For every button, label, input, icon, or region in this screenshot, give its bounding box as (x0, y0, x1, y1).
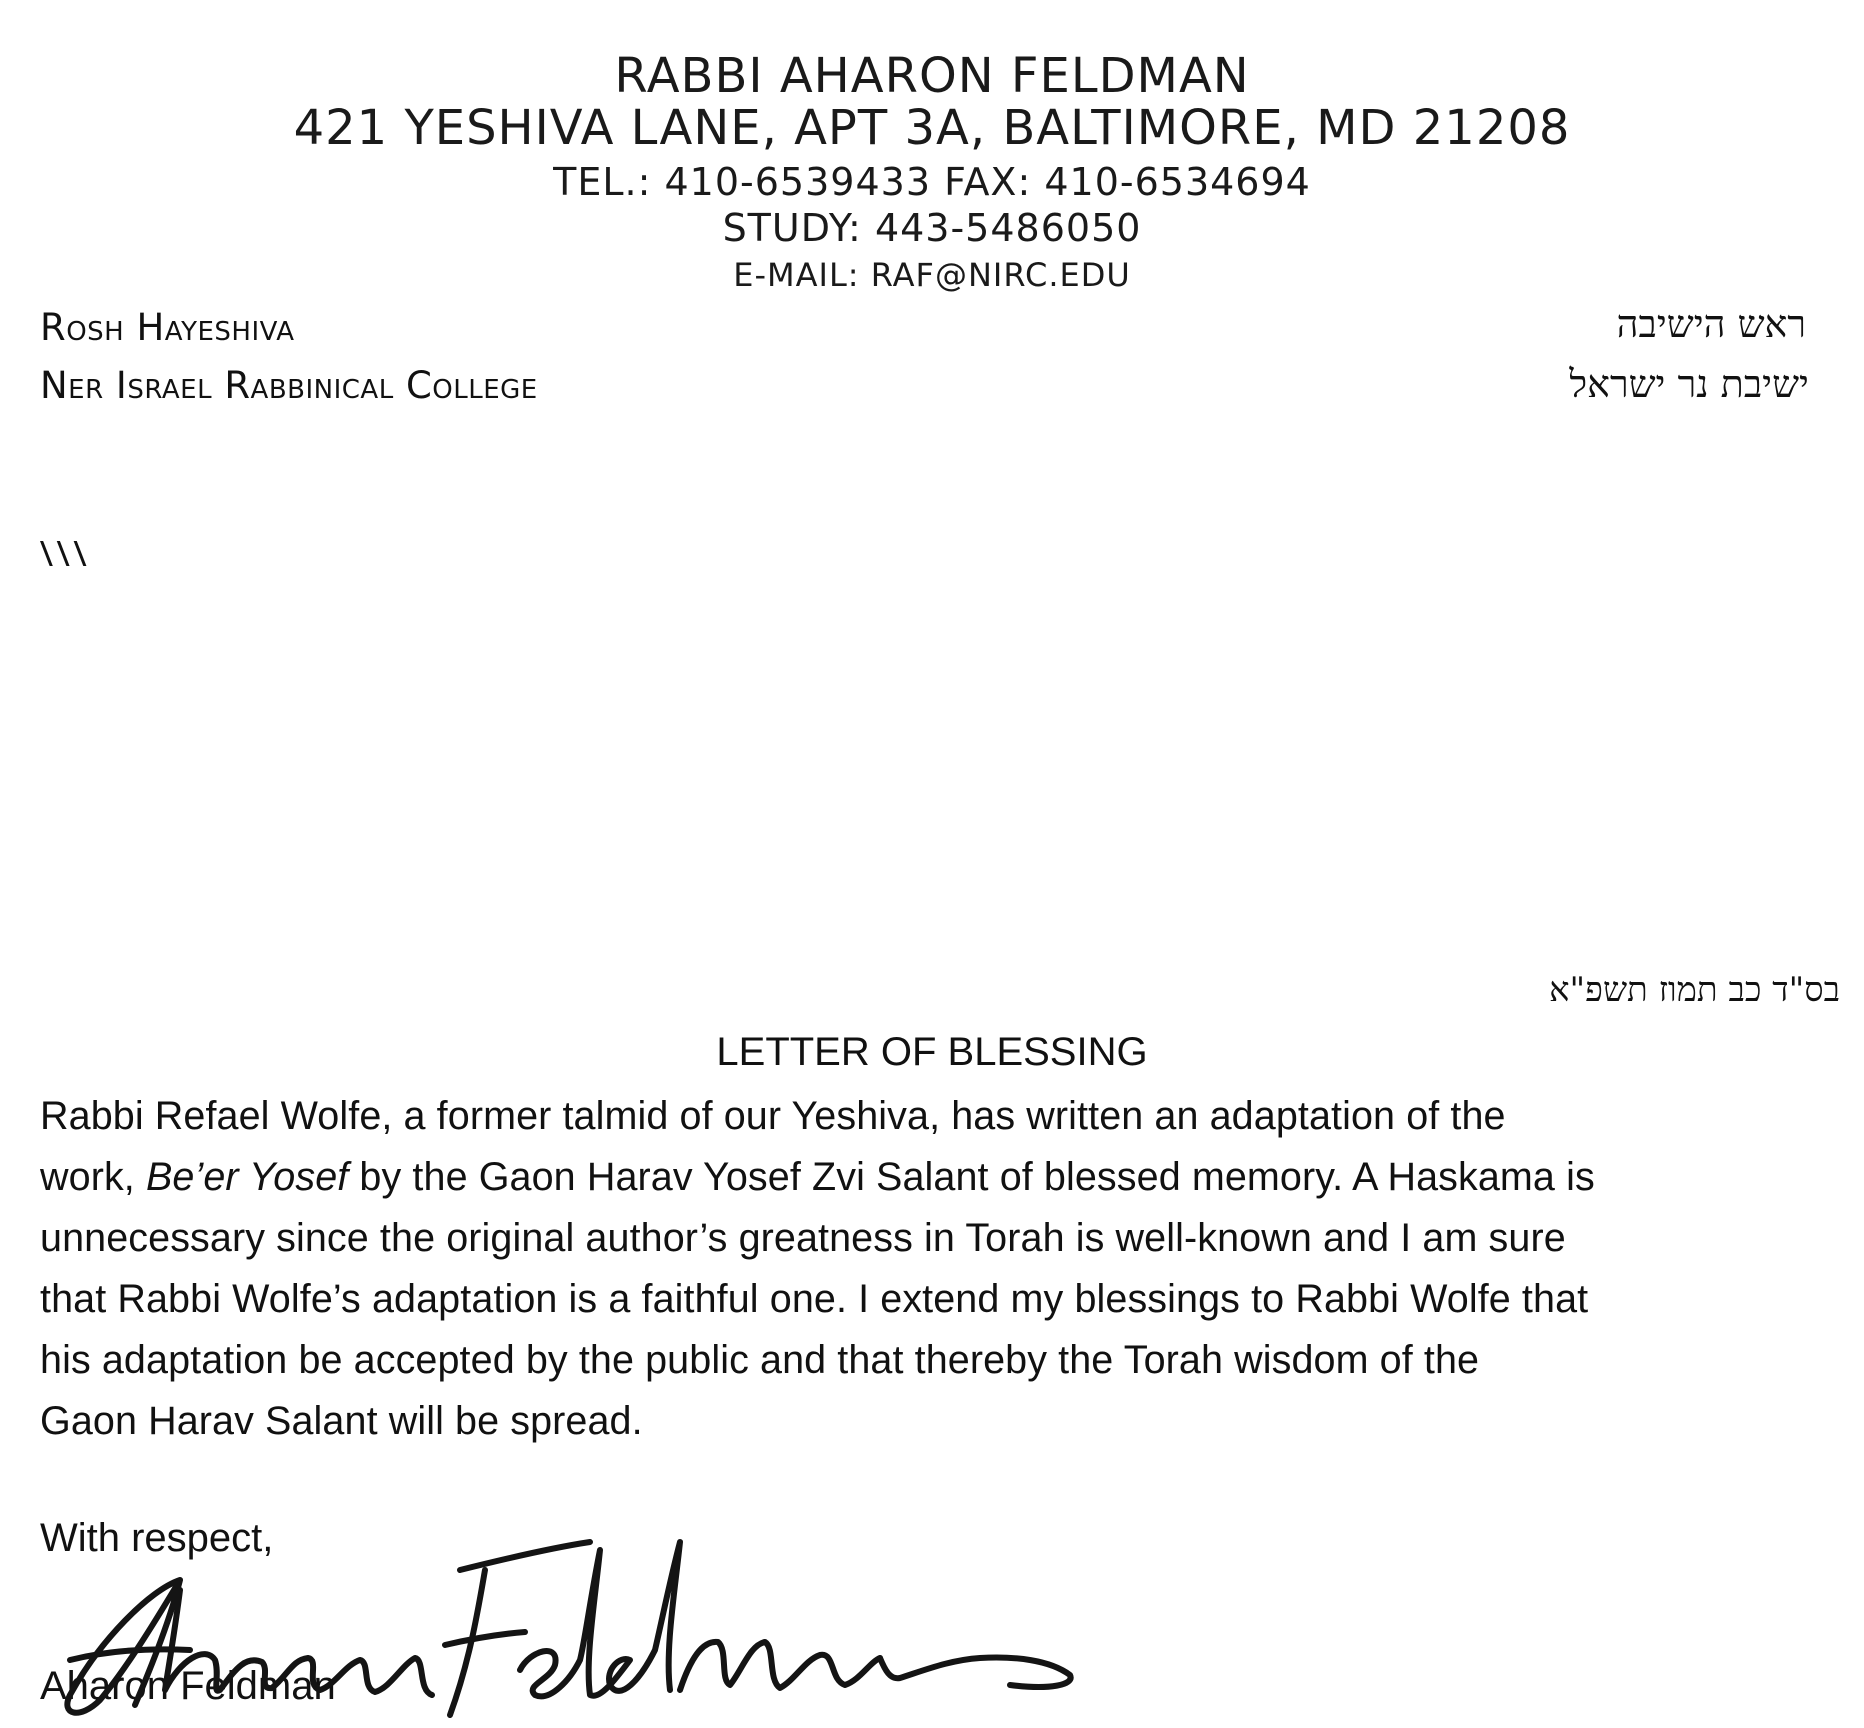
body-line (40, 1155, 1595, 1200)
letterhead-email: E-MAIL: RAF@NIRC.EDU (733, 256, 1131, 294)
letterhead-address: 421 YESHIVA LANE, APT 3A, BALTIMORE, MD 21208 (293, 100, 1571, 156)
body-line: Gaon Harav Salant will be spread. (40, 1399, 643, 1443)
handwritten-signature (30, 1530, 1090, 1728)
body-line: his adaptation be accepted by the public and that thereby the Torah wisdom of the (40, 1338, 1480, 1382)
body-line: unnecessary since the original author’s greatness in Torah is well-known and I am sure (40, 1216, 1566, 1260)
letterhead-name: RABBI AHARON FELDMAN (614, 48, 1250, 104)
slash-marks: \\\ (40, 535, 91, 571)
hebrew-yeshiva: ישיבת נר ישראל (1569, 362, 1809, 406)
body-line: that Rabbi Wolfe’s adaptation is a faithful one. I extend my blessings to Rabbi Wolfe that (40, 1277, 1589, 1321)
closing: With respect, (40, 1516, 274, 1560)
title-rosh-hayeshiva: Rosh Hayeshiva (40, 306, 295, 349)
title-ner-israel: Ner Israel Rabbinical College (40, 364, 538, 407)
hebrew-date: בס"ד כב תמוז תשפ"א (1549, 970, 1840, 1010)
body-text: work, (40, 1155, 146, 1199)
signer-name: Aharon Feldman (40, 1664, 336, 1708)
letter-title: LETTER OF BLESSING (716, 1030, 1148, 1074)
body-text: by the Gaon Harav Yosef Zvi Salant of blessed memory. A Haskama is (348, 1155, 1595, 1199)
hebrew-rosh-hayeshiva: ראש הישיבה (1616, 302, 1806, 346)
body-line: Rabbi Refael Wolfe, a former talmid of our Yeshiva, has written an adaptation of the (40, 1094, 1506, 1138)
letterhead-phone: TEL.: 410-6539433 FAX: 410-6534694 (553, 160, 1311, 204)
book-title: Be’er Yosef (145, 1155, 349, 1199)
letterhead-study: STUDY: 443-5486050 (722, 206, 1142, 250)
